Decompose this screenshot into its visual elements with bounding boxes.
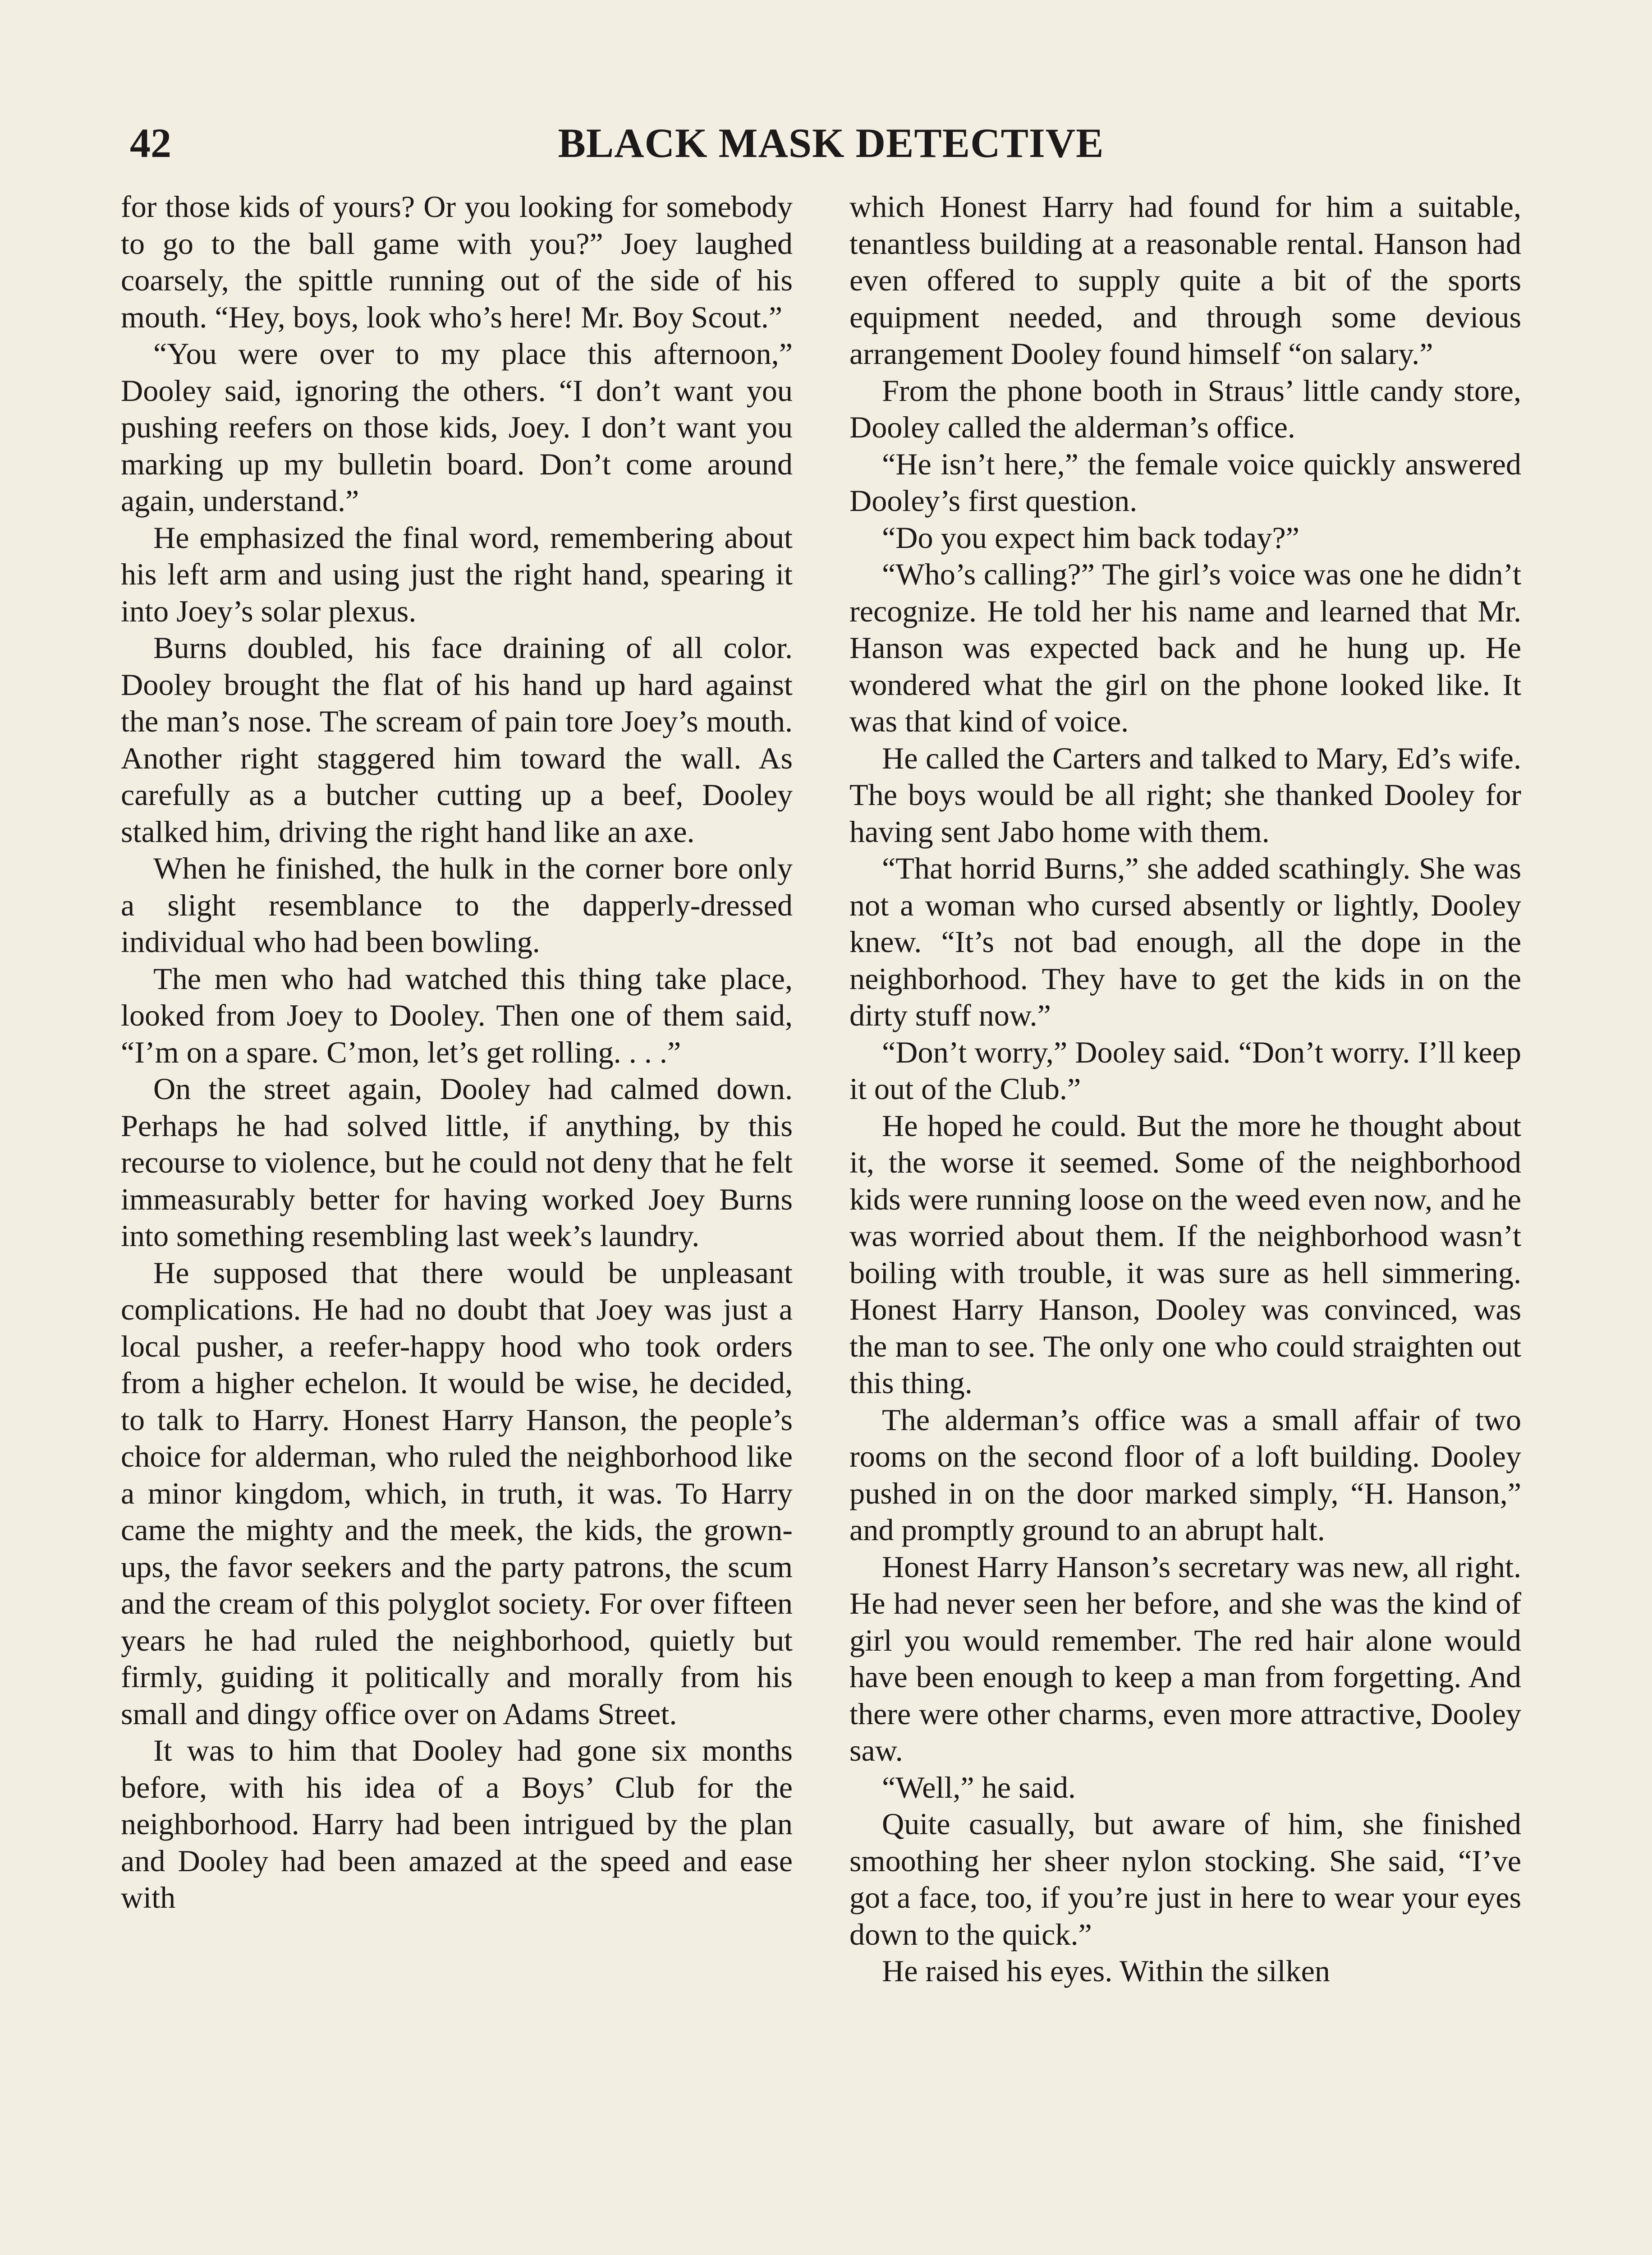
paragraph: He called the Carters and talked to Mary, Ed’s wife. The boys would be all right; she thanked Dooley for having sent Jabo home with them. xyxy=(849,741,1521,849)
page-number: 42 xyxy=(130,120,171,166)
paragraph: “That horrid Burns,” she added scathingly. She was not a woman who cursed absently or lightly, Dooley knew. “It’s not bad enough, all the dope in the neighborhood. They have to get the kids in on the dirty stuff now.” xyxy=(849,851,1521,1032)
paragraph: “You were over to my place this afternoon,” Dooley said, ignoring the others. “I don’t want you pushing reefers on those kids, Joey. I don’t want you marking up my bulletin board. Don’t come around again, understand.” xyxy=(121,336,793,518)
paragraph: When he finished, the hulk in the corner bore only a slight resemblance to the dapperly-dressed individual who had been bowling. xyxy=(121,851,793,959)
paragraph: “Do you expect him back today?” xyxy=(882,520,1299,555)
paragraph: “Who’s calling?” The girl’s voice was one he didn’t recognize. He told her his name and learned that Mr. Hanson was expected back and he hung up. He wondered what the girl on the phone looked like. It was that kind of voice. xyxy=(849,557,1521,738)
right-column xyxy=(849,189,1521,2255)
paragraph: The men who had watched this thing take place, looked from Joey to Dooley. Then one of them said, “I’m on a spare. C’mon, let’s get rolling. . . .” xyxy=(121,961,793,1069)
paragraph: Burns doubled, his face draining of all color. Dooley brought the flat of his hand up hard against the man’s nose. The scream of pain tore Joey’s mouth. Another right staggered him toward the wall. As carefully as a butcher cutting up a beef, Dooley stalked him, driving the right hand like an axe. xyxy=(121,630,793,849)
paragraph: Honest Harry Hanson’s secretary was new, all right. He had never seen her before, and she was the kind of girl you would remember. The red hair alone would have been enough to keep a man from forgetting. And there were other charms, even more attractive, Dooley saw. xyxy=(849,1549,1521,1767)
paragraph: He supposed that there would be unpleasant complications. He had no doubt that Joey was just a local pusher, a reefer-happy hood who took orders from a higher echelon. It would be wise, he decided, to talk to Harry. Honest Harry Hanson, the people’s choice for alderman, who ruled the neighborhood like a minor kingdom, which, in truth, it was. To Harry came the mighty and the meek, the kids, the grown-ups, the favor seekers and the party patrons, the scum and the cream of this polyglot society. For over fifteen years he had ruled the neighborhood, quietly but firmly, guiding it politically and morally from his small and dingy office over on Adams Street. xyxy=(121,1255,793,1731)
paragraph: From the phone booth in Straus’ little candy store, Dooley called the alderman’s office. xyxy=(849,373,1521,444)
paragraph: “Well,” he said. xyxy=(882,1770,1076,1804)
page-header xyxy=(130,114,1532,172)
paragraph: On the street again, Dooley had calmed down. Perhaps he had solved little, if anything, by this recourse to violence, but he could not deny that he felt immeasurably better for having worked Joey Burns into something resembling last week’s laundry. xyxy=(121,1072,793,1253)
paragraph: for those kids of yours? Or you looking for somebody to go to the ball game with you?” Joey laughed coarsely, the spittle running out of the side of his mouth. “Hey, boys, look who’s here! Mr. Boy Scout.” xyxy=(121,189,793,334)
paragraph: It was to him that Dooley had gone six months before, with his idea of a Boys’ Club for the neighborhood. Harry had been intrigued by the plan and Dooley had been amazed at the speed and ease with xyxy=(121,1733,793,1914)
paragraph: “Don’t worry,” Dooley said. “Don’t worry. I’ll keep it out of the Club.” xyxy=(849,1035,1521,1106)
paragraph: He hoped he could. But the more he thought about it, the worse it seemed. Some of the neighborhood kids were running loose on the weed even now, and he was worried about them. If the neighborhood wasn’t boiling with trouble, it was sure as hell simmering. Honest Harry Hanson, Dooley was convinced, was the man to see. The only one who could straighten out this thing. xyxy=(849,1108,1521,1400)
left-column xyxy=(121,189,793,2255)
paragraph: “He isn’t here,” the female voice quickly answered Dooley’s first question. xyxy=(849,446,1521,518)
running-head: BLACK MASK DETECTIVE xyxy=(558,120,1104,166)
paragraph: Quite casually, but aware of him, she finished smoothing her sheer nylon stocking. She said, “I’ve got a face, too, if you’re just in here to wear your eyes down to the quick.” xyxy=(849,1807,1521,1951)
paragraph: He emphasized the final word, remembering about his left arm and using just the right hand, spearing it into Joey’s solar plexus. xyxy=(121,520,793,628)
paragraph: which Honest Harry had found for him a suitable, tenantless building at a reasonable rental. Hanson had even offered to supply quite a bit of the sports equipment needed, and through some devious arrangement Dooley found himself “on salary.” xyxy=(849,189,1521,371)
paragraph: The alderman’s office was a small affair of two rooms on the second floor of a loft building. Dooley pushed in on the door marked simply, “H. Hanson,” and promptly ground to an abrupt halt. xyxy=(849,1402,1521,1547)
paragraph: He raised his eyes. Within the silken xyxy=(882,1954,1330,1988)
